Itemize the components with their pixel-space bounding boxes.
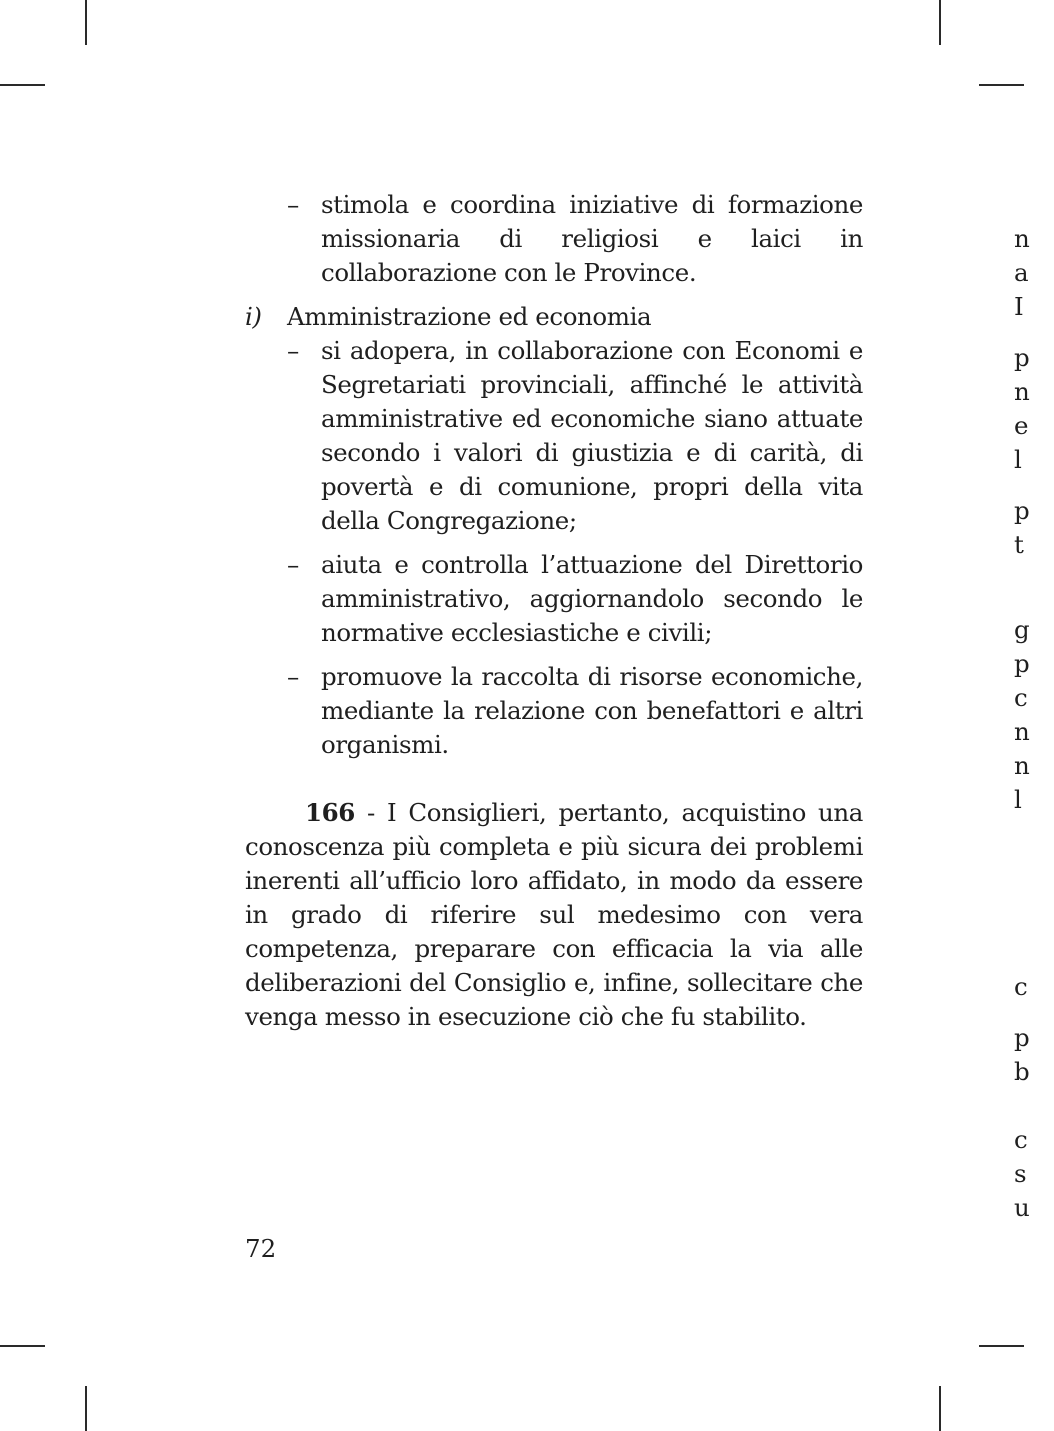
article-number: 166 — [305, 798, 355, 827]
crop-mark — [939, 1386, 941, 1431]
fragment-letter: e — [1014, 411, 1029, 440]
crop-mark — [939, 0, 941, 45]
bullet-text: aiuta e controlla l’attuazione del Direttorio amministrativo, aggiornandolo secondo le normative ecclesiastiche e civili; — [321, 550, 863, 647]
fragment-letter: n — [1014, 751, 1030, 780]
fragment-letter: n — [1014, 717, 1030, 746]
list-item — [287, 334, 863, 538]
bullet-dash: – — [287, 550, 299, 579]
crop-mark — [979, 84, 1024, 86]
bullet-text: promuove la raccolta di risorse economiche, mediante la relazione con benefattori e altri organismi. — [321, 662, 863, 759]
article-text: - I Consiglieri, pertanto, acquistino una conoscenza più completa e più sicura dei problemi inerenti all’ufficio loro affidato, in modo da essere in grado di riferire sul medesimo con vera competenza, preparare con efficacia la via alle deliberazioni del Consiglio e, infine, sollecitare che venga messo in esecuzione ciò che fu stabilito. — [245, 798, 863, 1031]
article-paragraph — [245, 796, 863, 1034]
fragment-letter: u — [1014, 1193, 1030, 1222]
bullet-dash: – — [287, 190, 299, 219]
fragment-letter: t — [1014, 530, 1024, 559]
list-item — [287, 660, 863, 762]
section-heading — [245, 300, 863, 334]
bullet-text: si adopera, in collaborazione con Economi e Segretariati provinciali, affinché le attività amministrative ed economiche siano attuate secondo i valori di giustizia e di carità, di povertà e di comunione, propri della vita della Congregazione; — [321, 336, 863, 535]
page-body — [245, 188, 863, 1059]
fragment-letter: c — [1014, 972, 1028, 1001]
crop-mark — [85, 1386, 87, 1431]
list-item — [287, 188, 863, 290]
fragment-letter: p — [1014, 1023, 1030, 1052]
next-page-fragment — [1014, 222, 1054, 1225]
fragment-letter: b — [1014, 1057, 1030, 1086]
fragment-letter: c — [1014, 1125, 1028, 1154]
fragment-letter: s — [1014, 1159, 1027, 1188]
fragment-letter: p — [1014, 496, 1030, 525]
bullet-text: stimola e coordina iniziative di formazione missionaria di religiosi e laici in collaborazione con le Province. — [321, 190, 863, 287]
fragment-letter: I — [1014, 292, 1024, 321]
fragment-letter: n — [1014, 377, 1030, 406]
section-title: Amministrazione ed economia — [287, 302, 652, 331]
section-label: i) — [245, 302, 262, 331]
fragment-letter: l — [1014, 445, 1022, 474]
list-item — [287, 548, 863, 650]
fragment-letter: g — [1014, 615, 1030, 644]
page-number: 72 — [245, 1234, 277, 1263]
fragment-letter: l — [1014, 785, 1022, 814]
crop-mark — [0, 1345, 45, 1347]
fragment-letter: p — [1014, 343, 1030, 372]
fragment-letter: c — [1014, 683, 1028, 712]
bullet-dash: – — [287, 336, 299, 365]
crop-mark — [979, 1345, 1024, 1347]
bullet-dash: – — [287, 662, 299, 691]
crop-mark — [85, 0, 87, 45]
fragment-letter: n — [1014, 224, 1030, 253]
fragment-letter: a — [1014, 258, 1029, 287]
fragment-letter: p — [1014, 649, 1030, 678]
crop-mark — [0, 84, 45, 86]
